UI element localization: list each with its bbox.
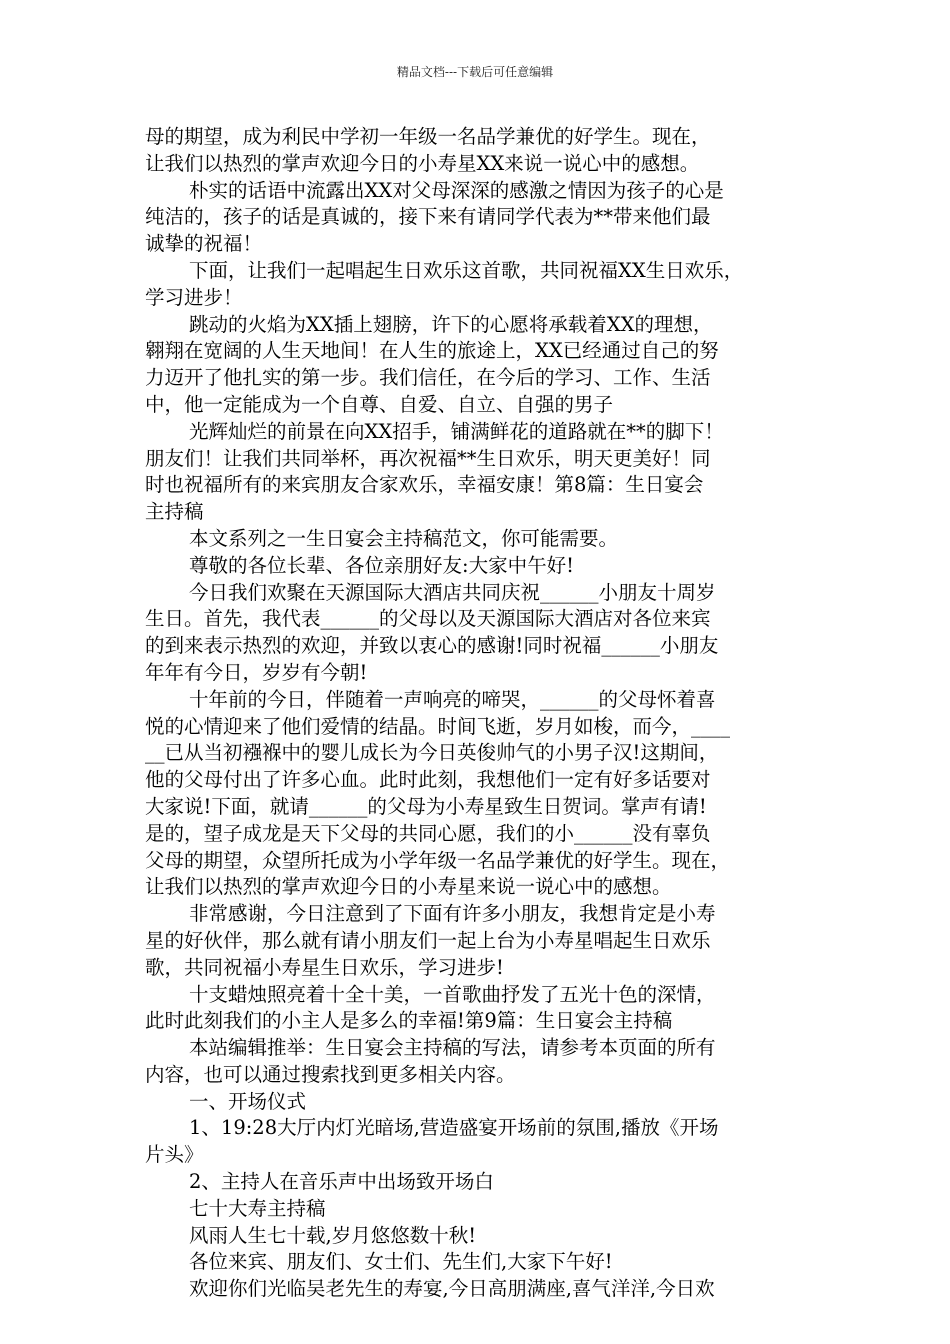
text-line: 七十大寿主持稿 bbox=[189, 1196, 326, 1220]
text-line: 诚挚的祝福！ bbox=[145, 232, 263, 256]
text-line: 中，他一定能成为一个自尊、自爱、自立、自强的男子 bbox=[145, 392, 614, 416]
text-line: 时也祝福所有的来宾朋友合家欢乐，幸福安康！第8篇：生日宴会 bbox=[145, 473, 704, 497]
document-body bbox=[145, 124, 815, 1303]
text-line: 纯洁的，孩子的话是真诚的，接下来有请同学代表为**带来他们最 bbox=[145, 205, 711, 229]
text-line: 大家说!下面，就请______的父母为小寿星致生日贺词。掌声有请! bbox=[145, 794, 707, 818]
text-line: 欢迎你们光临吴老先生的寿宴,今日高朋满座,喜气洋洋,今日欢 bbox=[189, 1277, 715, 1301]
text-line: 的到来表示热烈的欢迎，并致以衷心的感谢!同时祝福______小朋友 bbox=[145, 634, 719, 658]
text-line: 生日。首先，我代表______的父母以及天源国际大酒店对各位来宾 bbox=[145, 607, 711, 631]
text-line: 歌，共同祝福小寿星生日欢乐，学习进步! bbox=[145, 955, 504, 979]
text-line: 内容，也可以通过搜索找到更多相关内容。 bbox=[145, 1062, 516, 1086]
text-line: 跳动的火焰为XX插上翅膀，许下的心愿将承载着XX的理想， bbox=[189, 312, 713, 336]
text-line: 星的好伙伴，那么就有请小朋友们一起上台为小寿星唱起生日欢乐 bbox=[145, 928, 711, 952]
text-line: 今日我们欢聚在天源国际大酒店共同庆祝______小朋友十周岁 bbox=[189, 580, 716, 604]
text-line: 1、19:28大厅内灯光暗场,营造盛宴开场前的氛围,播放《开场 bbox=[189, 1116, 719, 1140]
text-line: 此时此刻我们的小主人是多么的幸福!第9篇：生日宴会主持稿 bbox=[145, 1009, 673, 1033]
text-line: __已从当初襁褓中的婴儿成长为今日英俊帅气的小男子汉!这期间， bbox=[145, 741, 719, 765]
text-line: 他的父母付出了许多心血。此时此刻，我想他们一定有好多话要对 bbox=[145, 768, 711, 792]
text-line: 一、开场仪式 bbox=[189, 1089, 307, 1113]
text-line: 光辉灿烂的前景在向XX招手，铺满鲜花的道路就在**的脚下！ bbox=[189, 419, 724, 443]
text-line: 朋友们！让我们共同举杯，再次祝福**生日欢乐，明天更美好！同 bbox=[145, 446, 711, 470]
text-line: 尊敬的各位长辈、各位亲朋好友:大家中午好! bbox=[189, 553, 574, 577]
text-line: 本文系列之一生日宴会主持稿范文，你可能需要。 bbox=[189, 526, 619, 550]
text-line: 让我们以热烈的掌声欢迎今日的小寿星来说一说心中的感想。 bbox=[145, 875, 672, 899]
text-line: 年年有今日，岁岁有今朝! bbox=[145, 660, 368, 684]
text-line: 十支蜡烛照亮着十全十美，一首歌曲抒发了五光十色的深情， bbox=[189, 982, 716, 1006]
page-header: 精品文档---下载后可任意编辑 bbox=[396, 65, 554, 79]
text-line: 本站编辑推举：生日宴会主持稿的写法，请参考本页面的所有 bbox=[189, 1036, 716, 1060]
text-line: 学习进步！ bbox=[145, 285, 243, 309]
text-line: 悦的心情迎来了他们爱情的结晶。时间飞逝，岁月如梭，而今，____ bbox=[145, 714, 731, 738]
text-line: 各位来宾、朋友们、女士们、先生们,大家下午好! bbox=[189, 1250, 613, 1274]
text-line: 风雨人生七十载,岁月悠悠数十秋! bbox=[189, 1223, 477, 1247]
text-line: 朴实的话语中流露出XX对父母深深的感激之情因为孩子的心是 bbox=[189, 178, 724, 202]
text-line: 片头》 bbox=[145, 1143, 204, 1167]
text-line: 非常感谢，今日注意到了下面有许多小朋友，我想肯定是小寿 bbox=[189, 902, 716, 926]
text-line: 翱翔在宽阔的人生天地间！在人生的旅途上，XX已经通过自己的努 bbox=[145, 339, 719, 363]
text-line: 主持稿 bbox=[145, 500, 204, 524]
text-line: 母的期望，成为利民中学初一年级一名品学兼优的好学生。现在， bbox=[145, 125, 711, 148]
text-line: 力迈开了他扎实的第一步。我们信任，在今后的学习、工作、生活 bbox=[145, 366, 711, 390]
text-line: 让我们以热烈的掌声欢迎今日的小寿星XX来说一说心中的感想。 bbox=[145, 151, 700, 175]
text-line: 父母的期望，众望所托成为小学年级一名品学兼优的好学生。现在， bbox=[145, 848, 731, 872]
text-line: 十年前的今日，伴随着一声响亮的啼哭，______的父母怀着喜 bbox=[189, 687, 716, 711]
text-line: 2、主持人在音乐声中出场致开场白 bbox=[189, 1170, 494, 1194]
text-line: 下面，让我们一起唱起生日欢乐这首歌，共同祝福XX生日欢乐， bbox=[189, 258, 744, 282]
text-line: 是的，望子成龙是天下父母的共同心愿，我们的小______没有辜负 bbox=[145, 821, 711, 845]
